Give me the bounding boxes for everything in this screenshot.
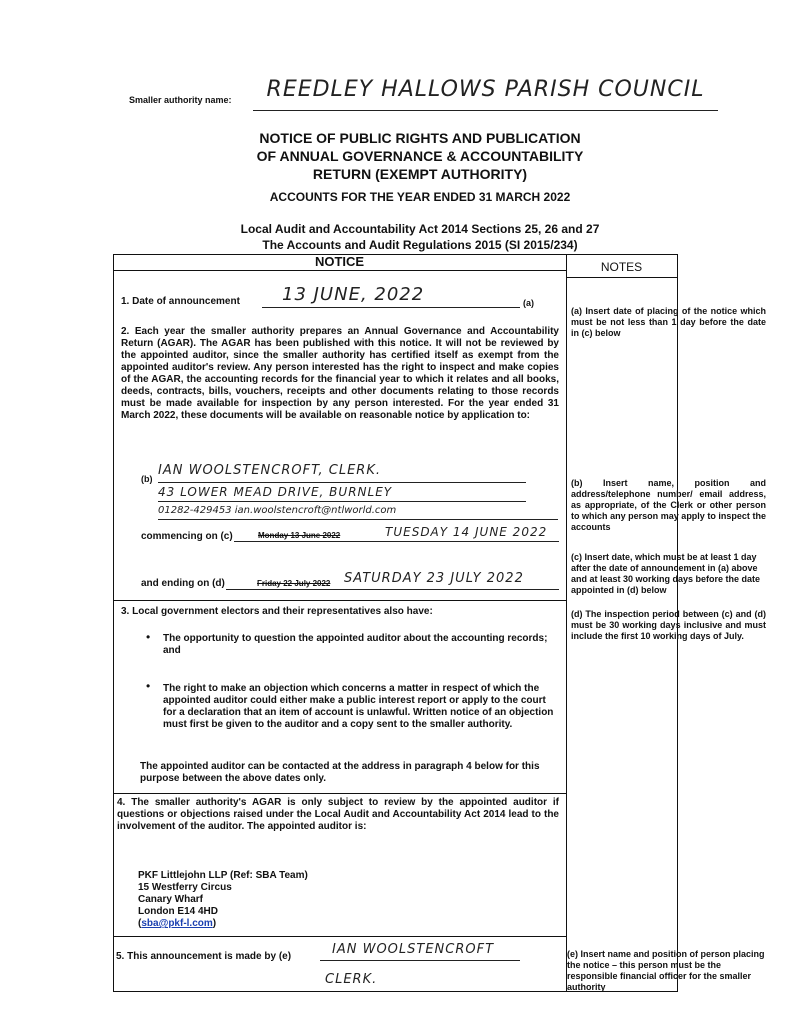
header-row-divider-notes (566, 277, 677, 278)
auditor-area: Canary Wharf (138, 894, 204, 905)
commencing-date-value: TUESDAY 14 JUNE 2022 (385, 525, 548, 539)
marker-b: (b) (141, 474, 153, 484)
regulations-reference: The Accounts and Audit Regulations 2015 (SI 2015/234) (262, 238, 578, 252)
paragraph-3-contact: The appointed auditor can be contacted at the address in paragraph 4 below for this purpose between the above dates only. (140, 761, 540, 784)
header-row-divider-notice (113, 270, 566, 271)
notes-column-header: NOTES (600, 260, 643, 274)
contact-line-address: 43 LOWER MEAD DRIVE, BURNLEY (158, 484, 526, 502)
paragraph-3-bullet-1: The opportunity to question the appointed auditor about the accounting records; and (163, 633, 548, 656)
note-c: (c) Insert date, which must be at least 1 day after the date of announcement in (a) above and at least 30 working days before the date appointed in (d) below (571, 552, 761, 595)
note-d: (d) The inspection period between (c) and (d) must be 30 working days inclusive and must include the first 10 working days of July. (571, 609, 766, 641)
ending-struck-date: Friday 22 July 2022 (257, 579, 331, 588)
note-a: (a) Insert date of placing of the notice which must be not less than 1 day before the date in (c) below (571, 306, 766, 338)
note-b: (b) Insert name, position and address/telephone number/ email address, as appropriate, of the Clerk or other person to which any person may apply to inspect the accounts (571, 478, 766, 532)
ending-date-value: SATURDAY 23 JULY 2022 (344, 571, 524, 586)
table-column-divider (566, 254, 567, 992)
section-divider-1 (113, 600, 566, 601)
commencing-label: commencing on (c) (141, 531, 233, 542)
section-divider-3 (113, 936, 566, 937)
act-reference: Local Audit and Accountability Act 2014 Sections 25, 26 and 27 (240, 222, 600, 236)
announcer-name-value: IAN WOOLSTENCROFT (320, 941, 520, 961)
announcer-role-value: CLERK. (325, 972, 378, 987)
paragraph-4: 4. The smaller authority's AGAR is only subject to review by the appointed auditor if questions or objections raised under the Local Audit and Accountability Act 2014 lead to the involvement of the auditor. The appointed auditor is: (117, 797, 559, 832)
ending-label: and ending on (d) (141, 578, 225, 589)
paragraph-3-bullet-2: The right to make an objection which concerns a matter in respect of which the appointed auditor could either make a public interest report or apply to the court for a declaration that an item of account is unlawful. Written notice of an objection must first be given to the auditor and a copy sent to the smaller authority. (163, 683, 554, 730)
paragraph-2: 2. Each year the smaller authority prepares an Annual Governance and Accountability Return (AGAR). The AGAR has been published with this notice. It will not be reviewed by the appointed auditor, since the smaller authority has certified itself as exempt from the appointed auditor's review. Any person interested has the right to inspect and make copies of the AGAR, the accounting records for the financial year to which it relates and all books, deeds, contracts, bills, vouchers, receipts and other documents relating to those records must be made available for inspection by any person interested. For the year ended 31 March 2022, these documents will be available on reasonable notice by application to: (121, 326, 559, 421)
contact-line-phone-email: 01282-429453 ian.woolstencroft@ntlworld.com (158, 503, 558, 520)
marker-a: (a) (523, 298, 534, 308)
commencing-struck-date: Monday 13 June 2022 (258, 531, 341, 540)
accounts-year-heading: ACCOUNTS FOR THE YEAR ENDED 31 MARCH 2022 (269, 190, 571, 204)
auditor-street: 15 Westferry Circus (138, 882, 232, 893)
notice-title-line2: OF ANNUAL GOVERNANCE & ACCOUNTABILITY (256, 148, 584, 164)
auditor-name: PKF Littlejohn LLP (Ref: SBA Team) (138, 870, 308, 881)
authority-name-value: REEDLEY HALLOWS PARISH COUNCIL (253, 72, 718, 111)
contact-line-name: IAN WOOLSTENCROFT, CLERK. (158, 462, 526, 483)
note-e: (e) Insert name and position of person placing the notice – this person must be the responsible financial officer for the smaller authority (567, 949, 765, 992)
date-of-announcement-value: 13 JUNE, 2022 (262, 284, 520, 308)
paragraph-3-heading: 3. Local government electors and their representatives also have: (121, 606, 433, 617)
notice-title-line1: NOTICE OF PUBLIC RIGHTS AND PUBLICATION (259, 130, 581, 146)
notice-column-header: NOTICE (314, 254, 365, 269)
auditor-email-link[interactable]: sba@pkf-l.com (141, 918, 213, 929)
date-of-announcement-label: 1. Date of announcement (121, 296, 240, 307)
section-divider-2 (113, 793, 566, 794)
bullet-1-icon: • (146, 630, 151, 644)
authority-name-label: Smaller authority name: (129, 95, 232, 105)
auditor-address: PKF Littlejohn LLP (Ref: SBA Team) 15 Westferry Circus Canary Wharf London E14 4HD (sba@pkf-l.com) (138, 870, 308, 929)
bullet-2-icon: • (146, 679, 151, 693)
auditor-postcode: London E14 4HD (138, 906, 219, 917)
notice-title-line3: RETURN (EXEMPT AUTHORITY) (312, 166, 528, 182)
announcement-made-by-label: 5. This announcement is made by (e) (116, 951, 292, 962)
